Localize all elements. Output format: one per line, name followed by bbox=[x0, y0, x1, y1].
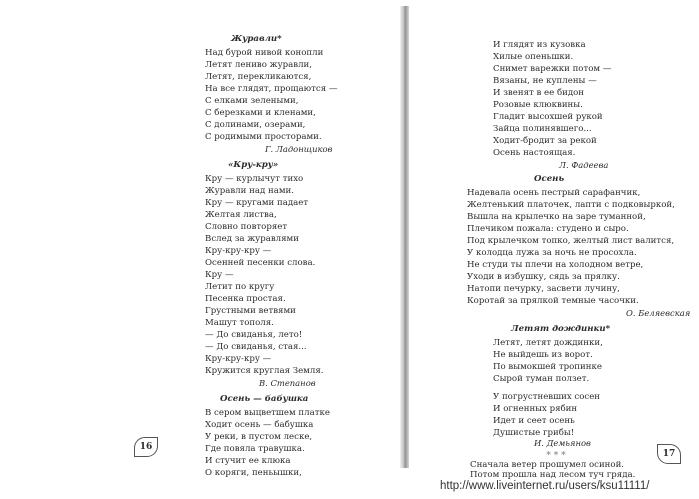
poem-line: Душистые грибы! bbox=[493, 428, 575, 438]
poem-line: По вымокшей тропинке bbox=[493, 362, 602, 372]
poem-line: Ходит-бродит за рекой bbox=[493, 136, 597, 146]
page-number: 16 bbox=[139, 442, 153, 452]
poem-line: Желтенький платочек, лапти с подковыркой, bbox=[467, 200, 675, 210]
poem-line: С родимыми просторами. bbox=[205, 132, 322, 142]
poem-line: Потом прошла над лесом туч гряда. bbox=[470, 470, 636, 480]
poem-line: И стучит ее клюка bbox=[205, 456, 291, 466]
poem-line: Кру — курлычут тихо bbox=[205, 174, 304, 184]
poem-line: Где повяла травушка. bbox=[205, 444, 305, 454]
poem-line: Летят, летят дождинки, bbox=[493, 338, 603, 348]
poem-line: У колодца лужа за ночь не просохла. bbox=[467, 248, 637, 258]
poem-author: Л. Фадеева bbox=[559, 160, 609, 170]
poem-line: Не выйдешь из ворот. bbox=[493, 350, 593, 360]
poem-line: Летит по кругу bbox=[205, 282, 275, 292]
poem-author: В. Степанов bbox=[259, 378, 316, 388]
poem-line: Под крылечком топко, желтый лист валится, bbox=[467, 236, 675, 246]
poem-line: Розовые клюквины. bbox=[493, 100, 583, 110]
poem-line: Гладит высохшей рукой bbox=[493, 112, 603, 122]
poem-line: В сером выцветшем платке bbox=[205, 408, 330, 418]
poem-line: Натопи печурку, засвети лучину, bbox=[467, 284, 620, 294]
poem-line: Кружится круглая Земля. bbox=[205, 366, 324, 376]
poem-line: Осенней песенки слова. bbox=[205, 258, 316, 268]
poem-line: Кру — bbox=[205, 270, 234, 280]
poem-title-kru-kru: «Кру-кру» bbox=[228, 160, 279, 170]
poem-author: О. Беляевская bbox=[626, 308, 691, 318]
poem-line: Летят лениво журавли, bbox=[205, 60, 313, 70]
poem-line: Словно повторяет bbox=[205, 222, 288, 232]
poem-title-osen: Осень bbox=[534, 174, 565, 184]
poem-line: С березками и кленами, bbox=[205, 108, 316, 118]
poem-line: — До свиданья, стая... bbox=[205, 342, 307, 352]
poem-line: Журавли над нами. bbox=[205, 186, 294, 196]
poem-line: Осень настоящая. bbox=[493, 148, 576, 158]
poem-line: С долинами, озерами, bbox=[205, 120, 306, 130]
poem-line: Кру-кру-кру — bbox=[205, 246, 272, 256]
poem-line: Песенка простая. bbox=[205, 294, 286, 304]
section-separator: * * * bbox=[546, 451, 566, 461]
poem-line: Вышла на крылечко на заре туманной, bbox=[467, 212, 646, 222]
poem-title-osen-babushka: Осень — бабушка bbox=[220, 394, 309, 404]
poem-line: О коряги, пеньышки, bbox=[205, 468, 302, 478]
poem-line: Сырой туман ползет. bbox=[493, 374, 590, 384]
poem-line: — До свиданья, лето! bbox=[205, 330, 303, 340]
poem-line: Снимет варежки потом — bbox=[493, 64, 612, 74]
poem-line: Желтая листва, bbox=[205, 210, 277, 220]
poem-line: Ходит осень — бабушка bbox=[205, 420, 314, 430]
poem-line: Коротай за прялкой темные часочки. bbox=[467, 296, 639, 306]
watermark-url: http://www.liveinternet.ru/users/ksu11111/ bbox=[440, 480, 650, 492]
poem-line: Идет и сеет осень bbox=[493, 416, 575, 426]
poem-line: Надевала осень пестрый сарафанчик, bbox=[467, 188, 641, 198]
right-page bbox=[408, 0, 699, 480]
poem-line: Кру — кругами падает bbox=[205, 198, 309, 208]
poem-line: Не студи ты плечи на холодном ветре, bbox=[467, 260, 644, 270]
poem-line: Летят, перекликаются, bbox=[205, 72, 312, 82]
poem-line: У погрустневших сосен bbox=[493, 392, 601, 402]
poem-title-zhuravli: Журавли* bbox=[231, 34, 282, 44]
poem-line: Зайца полинявшего... bbox=[493, 124, 592, 134]
poem-line: Хилые опеньшки. bbox=[493, 52, 574, 62]
poem-line: Кру-кру-кру — bbox=[205, 354, 272, 364]
poem-line: У реки, в пустом леске, bbox=[205, 432, 313, 442]
poem-line: И звенят в ее бидон bbox=[493, 88, 585, 98]
poem-line: Сначала ветер прошумел осиной. bbox=[470, 460, 625, 470]
poem-line: С елками зелеными, bbox=[205, 96, 299, 106]
poem-line: И глядят из кузовка bbox=[493, 40, 586, 50]
poem-line: Машут тополя. bbox=[205, 318, 274, 328]
poem-line: Плечиком пожала: студено и сыро. bbox=[467, 224, 629, 234]
poem-title-letyat-dozhdinki: Летят дождинки* bbox=[511, 324, 611, 334]
poem-line: Над бурой нивой конопли bbox=[205, 48, 324, 58]
poem-line: Грустными ветвями bbox=[205, 306, 296, 316]
poem-line: Вслед за журавлями bbox=[205, 234, 299, 244]
poem-line: И огненных рябин bbox=[493, 404, 578, 414]
page-number: 17 bbox=[662, 449, 676, 459]
poem-line: На все глядят, прощаются — bbox=[205, 84, 338, 94]
poem-line: Уходи в избушку, сядь за прялку. bbox=[467, 272, 620, 282]
poem-line: Вязаны, не куплены — bbox=[493, 76, 597, 86]
poem-author: И. Демьянов bbox=[534, 438, 591, 448]
poem-author: Г. Ладонщиков bbox=[265, 144, 333, 154]
